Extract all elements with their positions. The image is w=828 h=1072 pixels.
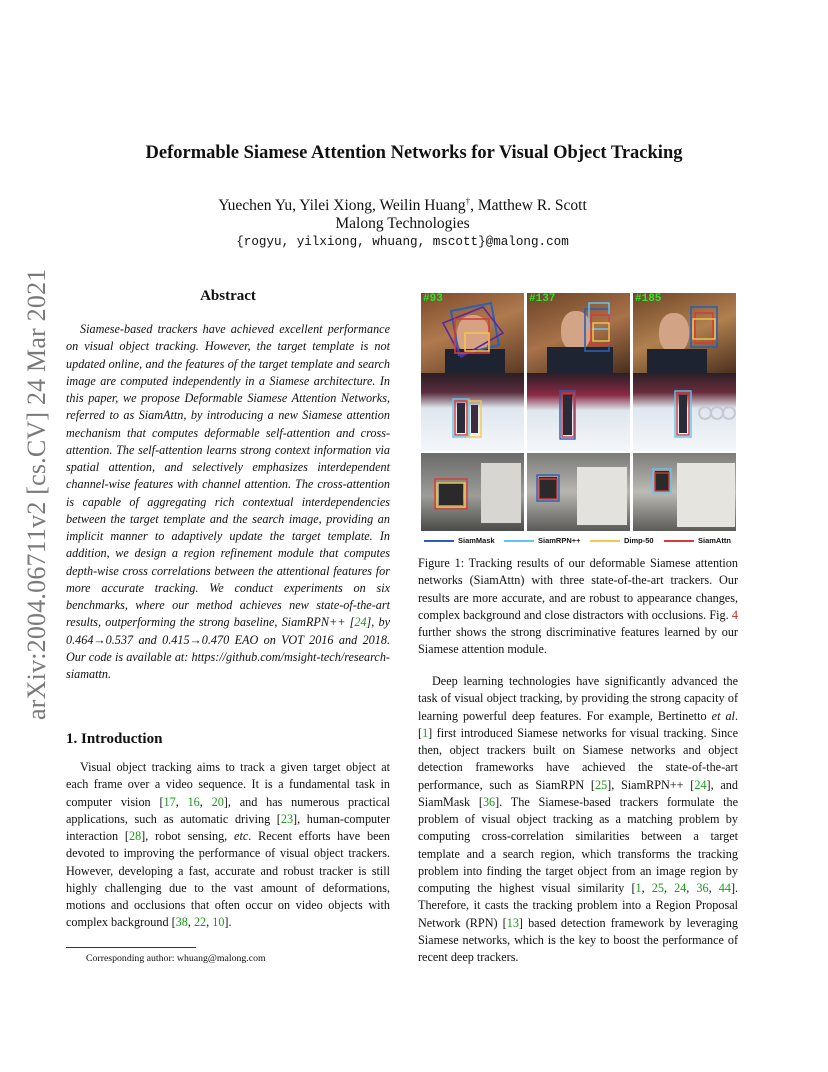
frame-label: #93: [423, 293, 443, 305]
figure-1: [421, 293, 736, 531]
legend-label: SiamRPN++: [538, 536, 581, 545]
tracking-frame: [633, 453, 736, 531]
frame-label: #137: [529, 293, 556, 305]
citation-link[interactable]: 10: [212, 915, 225, 930]
intro-text: ,: [206, 915, 213, 930]
caption-text: further shows the strong discriminative features learned by our Siamese attention module.: [418, 625, 738, 657]
paper-title: Deformable Siamese Attention Networks for Visual Object Tracking: [145, 143, 683, 163]
authors-rest: , Matthew R. Scott: [470, 197, 587, 215]
abstract-text-2: ], by 0.464→0.537 and 0.415→0.470 EAO on VOT 2016 and 2018. Our code is available at: https://github.com/msight-tech/research-siamattn.: [66, 615, 390, 681]
body-text: ]. The Siamese-based trackers formulate the problem of visual object tracking as a matching problem by computing cross-correlation similarities between a target template and a search region, which transforms the tracking problem into finding the target object from an image region by computing the highest visual similarity [: [418, 794, 738, 895]
citation-link[interactable]: 24: [354, 615, 367, 630]
citation-link[interactable]: 36: [696, 881, 709, 895]
body-text: ]. Therefore, it casts the tracking problem into a Region Proposal Network (RPN) [: [418, 881, 739, 930]
legend-swatch: [664, 540, 694, 542]
citation-link[interactable]: 36: [482, 794, 496, 809]
body-text: Deep learning technologies have significantly advanced the task of visual object tracking, by providing the strong capacity of learning powerful deep features. For example, Bertinetto: [418, 674, 738, 723]
citation-link[interactable]: 1: [422, 725, 429, 740]
intro-text-italic: etc: [234, 829, 249, 843]
citation-link[interactable]: 23: [280, 811, 294, 826]
figure-reference-link[interactable]: 4: [731, 607, 738, 622]
legend-swatch: [504, 540, 534, 542]
citation-link[interactable]: 38: [175, 915, 188, 930]
tracking-frame: [633, 373, 736, 451]
abstract-body: [66, 321, 390, 683]
body-text: ,: [641, 881, 652, 895]
intro-text: Visual object tracking aims to track a given target object at each frame over a video sequence. It is a fundamental task in computer vision [: [66, 760, 390, 809]
legend-swatch: [424, 540, 454, 542]
tracking-frame: [421, 373, 524, 451]
abstract-heading: Abstract: [200, 288, 256, 304]
section-heading-introduction: 1. Introduction: [66, 731, 163, 747]
body-text: ] first introduced Siamese networks for visual tracking. Since then, object trackers built on Siamese networks and object detection frameworks have achieved the state-of-the-art performance, such as SiamRPN [: [418, 725, 738, 792]
arxiv-stamp: arXiv:2004.06711v2 [cs.CV] 24 Mar 2021: [22, 268, 51, 720]
citation-link[interactable]: 28: [128, 829, 142, 843]
citation-link[interactable]: 25: [594, 777, 608, 792]
citation-link[interactable]: 1: [635, 881, 642, 895]
right-column-body: [418, 673, 738, 966]
citation-link[interactable]: 24: [694, 777, 707, 792]
authors-main: Yuechen Yu, Yilei Xiong, Weilin Huang: [218, 197, 466, 215]
intro-text: ], and has numerous practical applications, such as automatic driving [: [66, 794, 391, 826]
tracking-frame: [527, 293, 630, 373]
intro-text: ,: [199, 794, 212, 809]
citation-link[interactable]: 44: [718, 881, 731, 895]
intro-text: . Recent efforts have been devoted to improving the performance of visual object trackers. However, developing a fast, accurate and robust tracker is still highly challenging due to the vast amount of deformations, motions and occlusions that often occur on video objects with complex background [: [66, 829, 390, 930]
legend-item: [590, 536, 654, 545]
citation-link[interactable]: 20: [211, 794, 224, 809]
corresponding-mark: †: [465, 196, 471, 206]
affiliation: Malong Technologies: [335, 215, 470, 232]
tracking-frame: [527, 373, 630, 451]
abstract-text-1: Siamese-based trackers have achieved excellent performance on visual object tracking. However, the target template is not updated online, and the features of the target template and search image are computed independently in a Siamese architecture. In this paper, we propose Deformable Siamese Attention Networks, referred to as SiamAttn, by introducing a new Siamese attention mechanism that computes deformable self-attention and cross-attention. The self-attention learns strong context information via spatial attention, and selectively emphasizes interdependent channel-wise features with channel attention. The cross-attention is capable of aggregating rich contextual interdependencies between the target template and the search image, providing an implicit manner to adaptively update the target template. In addition, we design a region refinement module that computes depth-wise cross correlations between the attentional features for more accurate tracking. We conduct experiments on six benchmarks, where our method achieves new state-of-the-art results, outperforming the strong baseline, SiamRPN++ [: [66, 322, 390, 630]
citation-link[interactable]: 22: [193, 915, 207, 930]
author-list: [0, 196, 805, 215]
legend-label: SiamAttn: [698, 536, 731, 545]
footnote-rule: [66, 947, 196, 948]
citation-link[interactable]: 25: [651, 881, 664, 895]
intro-text: ], robot sensing,: [141, 829, 235, 843]
citation-link[interactable]: 24: [674, 881, 687, 895]
body-text: ,: [686, 881, 697, 895]
author-emails: {rogyu, yilxiong, whuang, mscott}@malong.com: [236, 235, 569, 249]
body-text: ], and SiamMask [: [418, 777, 738, 809]
legend-swatch: [590, 540, 620, 542]
footnote: Corresponding author: whuang@malong.com: [86, 953, 266, 964]
body-paragraph: [418, 673, 738, 966]
tracking-frame: [421, 453, 524, 531]
intro-text: ,: [187, 915, 194, 930]
frame-label: #185: [635, 293, 662, 305]
abstract-paragraph: [66, 321, 390, 683]
citation-link[interactable]: 17: [163, 794, 176, 809]
body-text-italic: et al: [711, 708, 735, 723]
body-text: ,: [708, 881, 719, 895]
body-text: ,: [663, 881, 675, 895]
tracking-frame: [633, 293, 736, 373]
intro-paragraph: [66, 759, 390, 932]
body-text: ], SiamRPN++ [: [607, 777, 695, 792]
caption-text: Figure 1: Tracking results of our deformable Siamese attention networks (SiamAttn) with three state-of-the-art trackers. Our results are more accurate, and are robust to appearance changes, complex background and close distractors with occlusions. Fig.: [418, 556, 738, 622]
body-text: . [: [418, 708, 738, 740]
legend-label: SiamMask: [458, 536, 495, 545]
figure-legend: [424, 536, 736, 550]
introduction-body: [66, 759, 390, 932]
tracking-frame: [527, 453, 630, 531]
intro-text: ].: [224, 915, 232, 930]
legend-item: [664, 536, 731, 545]
body-text: ] based detection framework by leveraging Siamese networks, which is the key to boost the performance of recent deep trackers.: [418, 915, 738, 964]
tracking-frame: [421, 293, 524, 373]
legend-item: [504, 536, 581, 545]
legend-label: Dimp-50: [624, 536, 654, 545]
citation-link[interactable]: 13: [506, 915, 519, 930]
intro-text: ], human-computer interaction [: [66, 811, 391, 843]
legend-item: [424, 536, 495, 545]
intro-text: ,: [175, 794, 188, 809]
citation-link[interactable]: 16: [187, 794, 200, 809]
figure-caption: [418, 555, 738, 659]
